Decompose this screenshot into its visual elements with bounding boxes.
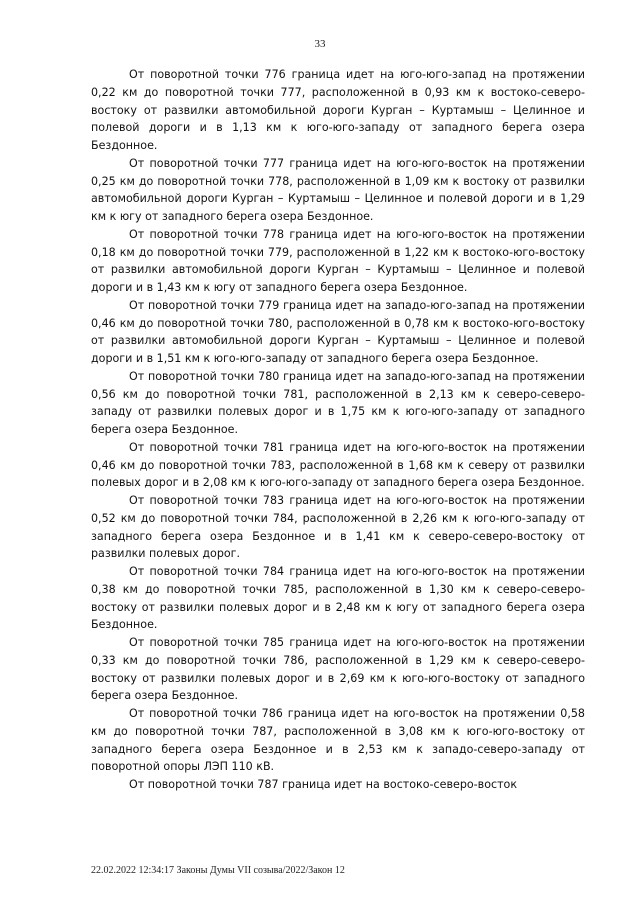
document-footer: 22.02.2022 12:34:17 Законы Думы VII созыва/2022/Закон 12 bbox=[91, 865, 345, 876]
paragraph-784: От поворотной точки 784 граница идет на юго-юго-восток на протяжении 0,38 км до поворотной точки 785, расположенной в 1,30 км к северо-северо-востоку от развилки полевых дорог и в 2,48 км к югу от западного берега озера Бездонное. bbox=[91, 565, 585, 632]
paragraph-785: От поворотной точки 785 граница идет на юго-юго-восток на протяжении 0,33 км до поворотной точки 786, расположенной в 1,29 км к северо-северо-востоку от развилки полевых дорог и в 2,69 км к юго-юго-востоку от западного берега озера Бездонное. bbox=[91, 636, 585, 703]
document-body bbox=[91, 66, 585, 794]
page-number: 33 bbox=[314, 38, 326, 50]
paragraph-783: От поворотной точки 783 граница идет на юго-юго-восток на протяжении 0,52 км до поворотной точки 784, расположенной в 2,26 км к юго-юго-западу от западного берега озера Бездонное и в 1,41 км к северо-северо-востоку от развилки полевых дорог. bbox=[91, 494, 585, 561]
paragraph-778: От поворотной точки 778 граница идет на юго-юго-восток на протяжении 0,18 км до поворотной точки 779, расположенной в 1,22 км к востоко-юго-востоку от развилки автомобильной дороги Курган – Куртамыш – Целинное и полевой дороги и в 1,43 км к югу от западного берега озера Бездонное. bbox=[91, 227, 585, 294]
paragraph-786: От поворотной точки 786 граница идет на юго-восток на протяжении 0,58 км до поворотной точки 787, расположенной в 3,08 км к юго-юго-востоку от западного берега озера Бездонное и в 2,53 км к западо-северо-западу от поворотной опоры ЛЭП 110 кВ. bbox=[91, 707, 585, 774]
paragraph-781: От поворотной точки 781 граница идет на юго-юго-восток на протяжении 0,46 км до поворотной точки 783, расположенной в 1,68 км к северу от развилки полевых дорог и в 2,08 км к юго-юго-западу от западного берега озера Бездонное. bbox=[91, 440, 585, 490]
paragraph-776: От поворотной точки 776 граница идет на юго-юго-запад на протяжении 0,22 км до поворотной точки 777, расположенной в 0,93 км к востоко-северо-востоку от развилки автомобильной дороги Курган – Куртамыш – Целинное и полевой дороги и в 1,13 км к юго-юго-западу от западного берега озера Бездонное. bbox=[91, 68, 585, 152]
paragraph-787: От поворотной точки 787 граница идет на востоко-северо-восток bbox=[129, 778, 518, 791]
paragraph-777: От поворотной точки 777 граница идет на юго-юго-восток на протяжении 0,25 км до поворотной точки 778, расположенной в 1,09 км к востоку от развилки автомобильной дороги Курган – Куртамыш – Целинное и полевой дороги и в 1,29 км к югу от западного берега озера Бездонное. bbox=[91, 156, 585, 223]
paragraph-779: От поворотной точки 779 граница идет на западо-юго-запад на протяжении 0,46 км до поворотной точки 780, расположенной в 0,78 км к востоко-юго-востоку от развилки автомобильной дороги Курган – Куртамыш – Целинное и полевой дороги и в 1,51 км к юго-юго-западу от западного берега озера Бездонное. bbox=[91, 298, 585, 365]
paragraph-780: От поворотной точки 780 граница идет на западо-юго-запад на протяжении 0,56 км до поворотной точки 781, расположенной в 2,13 км к северо-северо-западу от развилки полевых дорог и в 1,75 км к юго-юго-западу от западного берега озера Бездонное. bbox=[91, 369, 585, 436]
